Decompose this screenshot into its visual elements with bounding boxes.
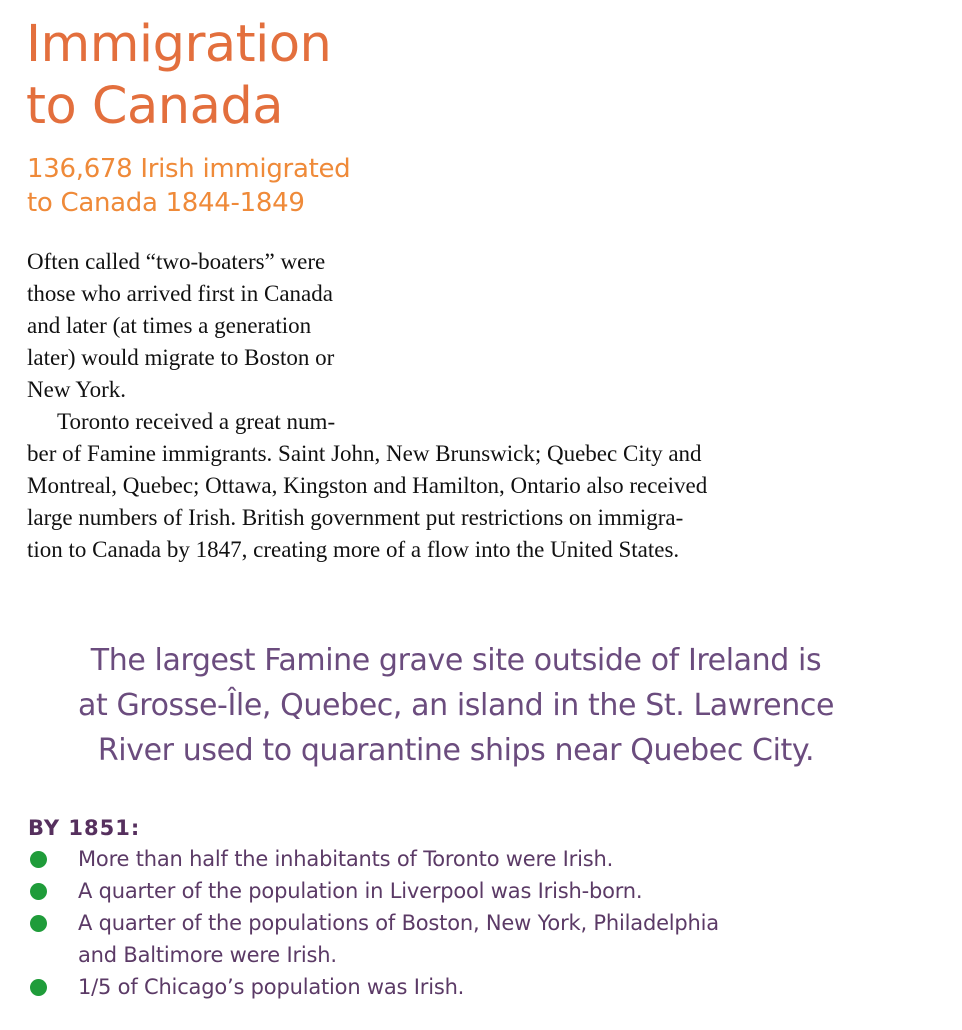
list-item bbox=[30, 875, 719, 907]
facts-heading: BY 1851: bbox=[28, 816, 141, 840]
body-line: ber of Famine immigrants. Saint John, New Brunswick; Quebec City and bbox=[27, 441, 702, 466]
body-line: Often called “two-boaters” were bbox=[27, 249, 326, 274]
pull-quote-line: at Grosse-Île, Quebec, an island in the St. Lawrence bbox=[77, 688, 835, 723]
bullet-dot-icon bbox=[30, 915, 47, 932]
subtitle-line: to Canada 1844-1849 bbox=[27, 188, 305, 218]
body-line: large numbers of Irish. British government put restrictions on immigra- bbox=[27, 505, 684, 530]
page-subtitle bbox=[27, 152, 350, 220]
body-line: and later (at times a generation bbox=[27, 313, 312, 338]
list-item bbox=[30, 971, 719, 1003]
pull-quote-line: River used to quarantine ships near Quebec City. bbox=[97, 733, 815, 768]
body-line: Toronto received a great num- bbox=[57, 409, 336, 434]
body-line: later) would migrate to Boston or bbox=[27, 345, 335, 370]
bullet-dot-icon bbox=[30, 883, 47, 900]
body-line: tion to Canada by 1847, creating more of a flow into the United States. bbox=[27, 537, 680, 562]
facts-list bbox=[30, 843, 719, 1003]
list-item-text: A quarter of the populations of Boston, New York, Philadelphia bbox=[78, 911, 719, 935]
bullet-dot-icon bbox=[30, 979, 47, 996]
body-line: New York. bbox=[27, 377, 127, 402]
bullet-dot-icon bbox=[30, 851, 47, 868]
list-item bbox=[30, 907, 719, 971]
body-line: those who arrived first in Canada bbox=[27, 281, 333, 306]
pull-quote bbox=[0, 638, 912, 773]
body-line: Montreal, Quebec; Ottawa, Kingston and Hamilton, Ontario also received bbox=[27, 473, 708, 498]
title-line: to Canada bbox=[26, 77, 283, 136]
list-item bbox=[30, 843, 719, 875]
list-item-text: 1/5 of Chicago’s population was Irish. bbox=[78, 975, 465, 999]
list-item-text: and Baltimore were Irish. bbox=[78, 943, 337, 967]
list-item-text: A quarter of the population in Liverpool was Irish-born. bbox=[78, 879, 643, 903]
body-paragraphs bbox=[27, 246, 907, 566]
title-line: Immigration bbox=[26, 15, 332, 74]
page-title bbox=[26, 14, 331, 138]
pull-quote-line: The largest Famine grave site outside of Ireland is bbox=[90, 643, 822, 678]
subtitle-line: 136,678 Irish immigrated bbox=[27, 154, 351, 184]
list-item-text: More than half the inhabitants of Toronto were Irish. bbox=[78, 847, 614, 871]
